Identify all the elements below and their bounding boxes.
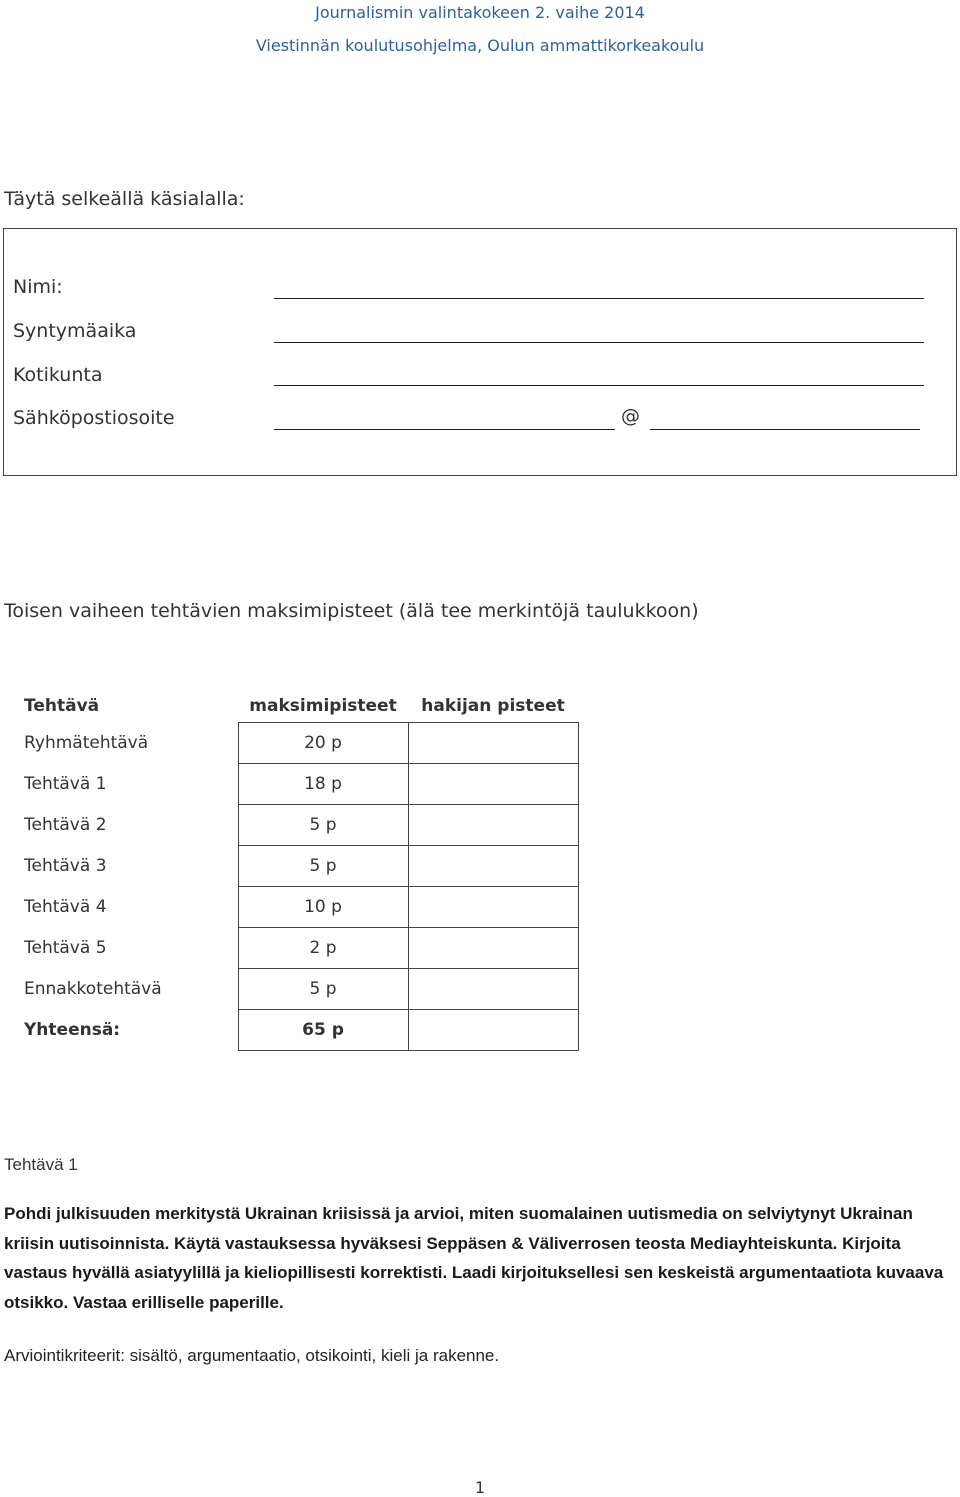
table-row [12,763,578,804]
column-header-applicant-points: hakijan pisteet [421,695,565,716]
applicant-points-cell [408,763,578,804]
birthdate-label: Syntymäaika [13,320,137,342]
column-header-task: Tehtävä [24,696,100,716]
email-at-sign: @ [621,405,640,427]
applicant-points-cell [408,886,578,927]
table-row [12,968,578,1009]
applicant-points-cell [408,845,578,886]
total-applicant-points-cell [408,1009,578,1050]
applicant-points-cell [408,804,578,845]
applicant-points-cell [408,722,578,763]
name-field[interactable] [274,298,924,299]
page-number: 1 [474,1478,486,1497]
task1-title: Tehtävä 1 [4,1155,78,1174]
table-total-row [12,1009,578,1050]
task-cell: Tehtävä 2 [24,814,107,835]
applicant-info-box [3,228,957,476]
document-header-subtitle: Viestinnän koulutusohjelma, Oulun ammattikorkeakoulu [255,36,705,55]
table-row [12,927,578,968]
table-row [12,722,578,763]
evaluation-criteria: Arviointikriteerit: sisältö, argumentaatio, otsikointi, kieli ja rakenne. [4,1346,500,1365]
name-label: Nimi: [13,276,63,298]
max-points-cell: 5 p [238,804,408,845]
points-table [12,690,579,1051]
task-cell: Ennakkotehtävä [24,978,162,999]
max-points-cell: 10 p [238,886,408,927]
max-points-cell: 18 p [238,763,408,804]
table-row [12,804,578,845]
email-label: Sähköpostiosoite [13,407,175,429]
total-label-cell: Yhteensä: [24,1019,121,1040]
max-points-cell: 5 p [238,845,408,886]
points-section-title: Toisen vaiheen tehtävien maksimipisteet (älä tee merkintöjä taulukkoon) [4,600,699,622]
total-max-points-cell: 65 p [238,1009,408,1050]
table-row [12,886,578,927]
task-cell: Tehtävä 3 [24,855,107,876]
max-points-cell: 5 p [238,968,408,1009]
applicant-points-cell [408,927,578,968]
email-domain-field[interactable] [650,429,920,430]
max-points-cell: 20 p [238,722,408,763]
column-header-max-points: maksimipisteet [249,695,397,716]
table-header-row [12,690,578,722]
task-cell: Tehtävä 5 [24,937,107,958]
task1-instructions: Pohdi julkisuuden merkitystä Ukrainan kriisissä ja arvioi, miten suomalainen uutismedia on selviytynyt Ukrainan kriisin uutisoinnista. Käytä vastauksessa hyväksesi Seppäsen & Väliverrosen teosta Mediayhteiskunta. Kirjoita vastaus hyvällä asiatyylillä ja kieliopillisesti korrektisti. Laadi kirjoituksellesi sen keskeistä argumentaatiota kuvaava otsikko. Vastaa erilliselle paperille. [4,1204,944,1312]
table-row [12,845,578,886]
task-cell: Tehtävä 4 [24,896,107,917]
document-header-title: Journalismin valintakokeen 2. vaihe 2014 [315,3,645,22]
email-user-field[interactable] [274,429,615,430]
applicant-points-cell [408,968,578,1009]
max-points-cell: 2 p [238,927,408,968]
task-cell: Tehtävä 1 [24,773,107,794]
hometown-field[interactable] [274,385,924,386]
birthdate-field[interactable] [274,342,924,343]
task-cell: Ryhmätehtävä [24,732,149,753]
hometown-label: Kotikunta [13,364,103,386]
form-prompt: Täytä selkeällä käsialalla: [4,188,245,210]
